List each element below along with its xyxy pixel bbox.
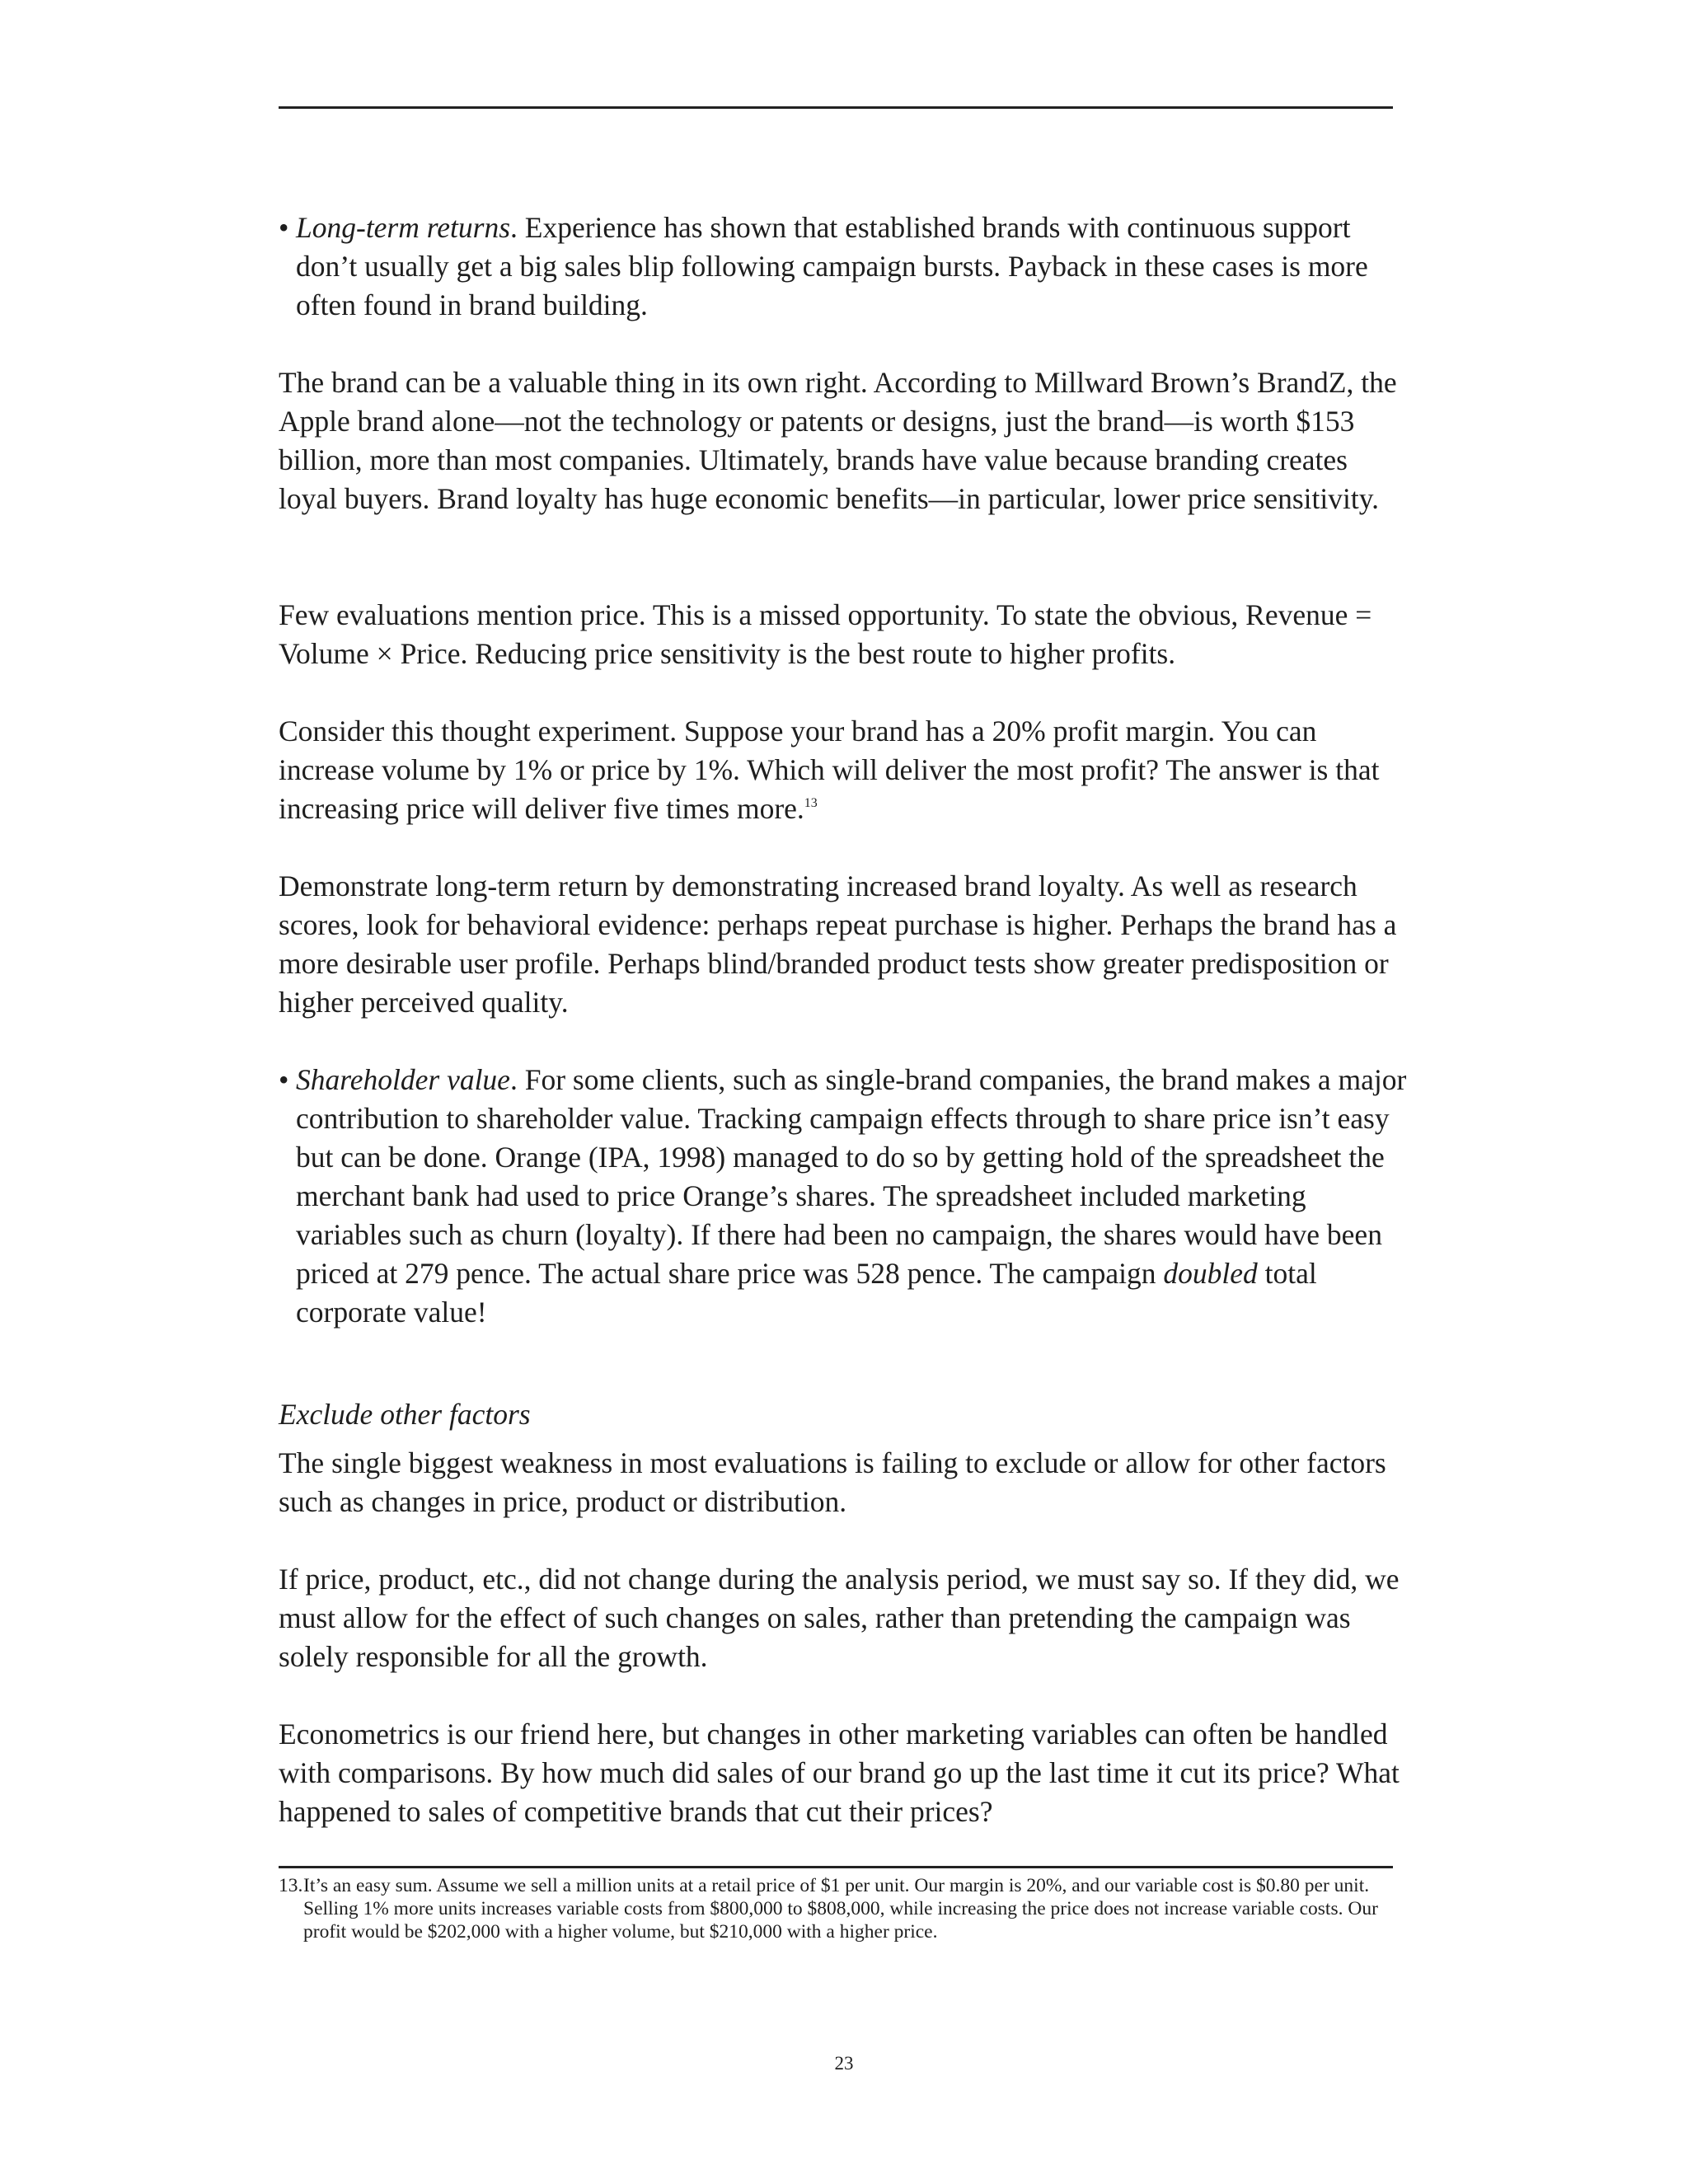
bullet-text-end: total corporate value! bbox=[296, 1257, 1317, 1329]
bullet-label: Shareholder value bbox=[296, 1063, 510, 1096]
footnote bbox=[279, 1874, 1424, 1943]
page-number: 23 bbox=[834, 2053, 854, 2074]
paragraph-thought-experiment bbox=[279, 712, 1400, 828]
footnote-reference: 13 bbox=[804, 796, 818, 810]
bullet-text: . Experience has shown that established brands with continuous support don’t usually get a big sales blip following campaign bursts. Payback in these cases is more often found in brand building. bbox=[296, 211, 1368, 321]
bullet-text: . For some clients, such as single-brand companies, the brand makes a major contribution to shareholder value. Tracking campaign effects through to share price isn’t easy but can be done. Orange (IPA, 1998) managed to do so by getting hold of the spreadsheet the merchant bank had used to price Orange’s shares. The spreadsheet included marketing variables such as churn (loyalty). If there had been no campaign, the shares would have been priced at 279 pence. The actual share price was 528 pence. The campaign bbox=[296, 1063, 1407, 1290]
paragraph-brand-value: The brand can be a valuable thing in its own right. According to Millward Brown’s BrandZ, the Apple brand alone—not the technology or patents or designs, just the brand—is worth $153 billion, more than most companies. Ultimately, brands have value because branding creates loyal buyers. Brand loyalty has huge economic benefits—in particular, lower price sensitivity. bbox=[279, 366, 1397, 515]
footnote-number: 13. bbox=[279, 1875, 303, 1896]
footnote-rule bbox=[279, 1866, 1393, 1868]
paragraph-price: Few evaluations mention price. This is a missed opportunity. To state the obvious, Revenue = Volume × Price. Reducing price sensitivity is the best route to higher profits. bbox=[279, 598, 1372, 670]
paragraph-biggest-weakness: The single biggest weakness in most evaluations is failing to exclude or allow for other factors such as changes in price, product or distribution. bbox=[279, 1446, 1386, 1518]
bullet-long-term-returns bbox=[279, 209, 1417, 325]
bullet-dot: • bbox=[279, 211, 289, 244]
paragraph-brand-loyalty: Demonstrate long-term return by demonstrating increased brand loyalty. As well as research scores, look for behavioral evidence: perhaps repeat purchase is higher. Perhaps the brand has a more desirable user profile. Perhaps blind/branded product tests show greater predisposition or higher perceived quality. bbox=[279, 869, 1397, 1019]
emphasis-text: doubled bbox=[1163, 1257, 1258, 1290]
section-heading: Exclude other factors bbox=[279, 1398, 531, 1431]
footnote-text: It’s an easy sum. Assume we sell a million units at a retail price of $1 per unit. Our margin is 20%, and our variable cost is $0.80 per unit. Selling 1% more units increases variable costs from $800,000 to $808,000, while increasing the price does not increase variable costs. Our profit would be $202,000 with a higher volume, but $210,000 with a higher price. bbox=[303, 1875, 1378, 1943]
bullet-dot: • bbox=[279, 1063, 289, 1096]
paragraph-econometrics: Econometrics is our friend here, but changes in other marketing variables can often be handled with comparisons. By how much did sales of our brand go up the last time it cut its price? What happened to sales of competitive brands that cut their prices? bbox=[279, 1718, 1400, 1828]
bullet-shareholder-value bbox=[279, 1061, 1417, 1332]
top-rule bbox=[279, 106, 1393, 109]
paragraph-analysis-period: If price, product, etc., did not change during the analysis period, we must say so. If they did, we must allow for the effect of such changes on sales, rather than pretending the campaign was solely responsible for all the growth. bbox=[279, 1563, 1400, 1673]
paragraph-text: Consider this thought experiment. Suppose your brand has a 20% profit margin. You can increase volume by 1% or price by 1%. Which will deliver the most profit? The answer is that increasing price will deliver five times more. bbox=[279, 715, 1380, 825]
bullet-label: Long-term returns bbox=[296, 211, 511, 244]
